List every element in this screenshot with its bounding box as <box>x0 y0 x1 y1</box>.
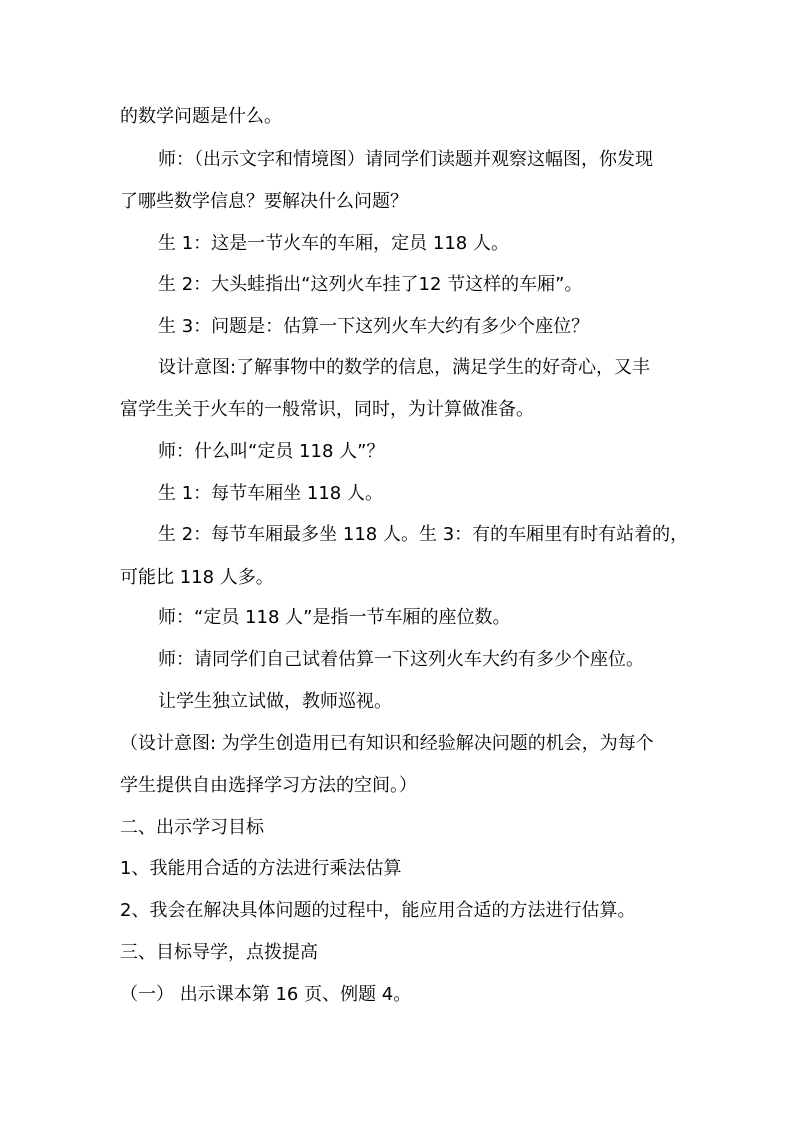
goal-item-1: 1、我能用合适的方法进行乘法估算 <box>120 858 402 879</box>
text-line-6: 生 3：问题是：估算一下这列火车大约有多少个座位？ <box>158 316 590 337</box>
text-line-3: 了哪些数学信息？要解决什么问题？ <box>120 191 408 212</box>
text-line-2: 师：（出示文字和情境图）请同学们读题并观察这幅图，你发现 <box>158 149 653 170</box>
text-line-15: 让学生独立试做，教师巡视。 <box>158 691 392 712</box>
text-line-16: （设计意图: 为学生创造用已有知识和经验解决问题的机会，为每个 <box>120 733 654 754</box>
sub-section-1: （一） 出示课本第 16 页、例题 4。 <box>120 984 412 1005</box>
text-line-14: 师：请同学们自己试着估算一下这列火车大约有多少个座位。 <box>158 649 644 670</box>
section-heading-2: 二、出示学习目标 <box>120 817 264 838</box>
text-line-10: 生 1：每节车厢坐 118 人。 <box>158 483 383 504</box>
text-line-1: 的数学问题是什么。 <box>120 106 282 127</box>
text-line-5: 生 2：大头蛙指出“这列火车挂了12 节这样的车厢”。 <box>158 274 583 295</box>
text-line-13: 师：“定员 118 人”是指一节车厢的座位数。 <box>158 607 511 628</box>
text-line-12: 可能比 118 人多。 <box>120 567 274 588</box>
text-line-11: 生 2：每节车厢最多坐 118 人。生 3：有的车厢里有时有站着的， <box>158 524 689 545</box>
section-heading-3: 三、目标导学，点拨提高 <box>120 942 318 963</box>
text-line-17: 学生提供自由选择学习方法的空间。） <box>120 775 417 796</box>
text-line-4: 生 1：这是一节火车的车厢，定员 118 人。 <box>158 233 509 254</box>
goal-item-2: 2、我会在解决具体问题的过程中，能应用合适的方法进行估算。 <box>120 900 636 921</box>
text-line-7: 设计意图:了解事物中的数学的信息，满足学生的好奇心，又丰 <box>158 357 651 378</box>
text-line-9: 师：什么叫“定员 118 人”？ <box>158 441 385 462</box>
text-line-8: 富学生关于火车的一般常识，同时，为计算做准备。 <box>120 399 534 420</box>
